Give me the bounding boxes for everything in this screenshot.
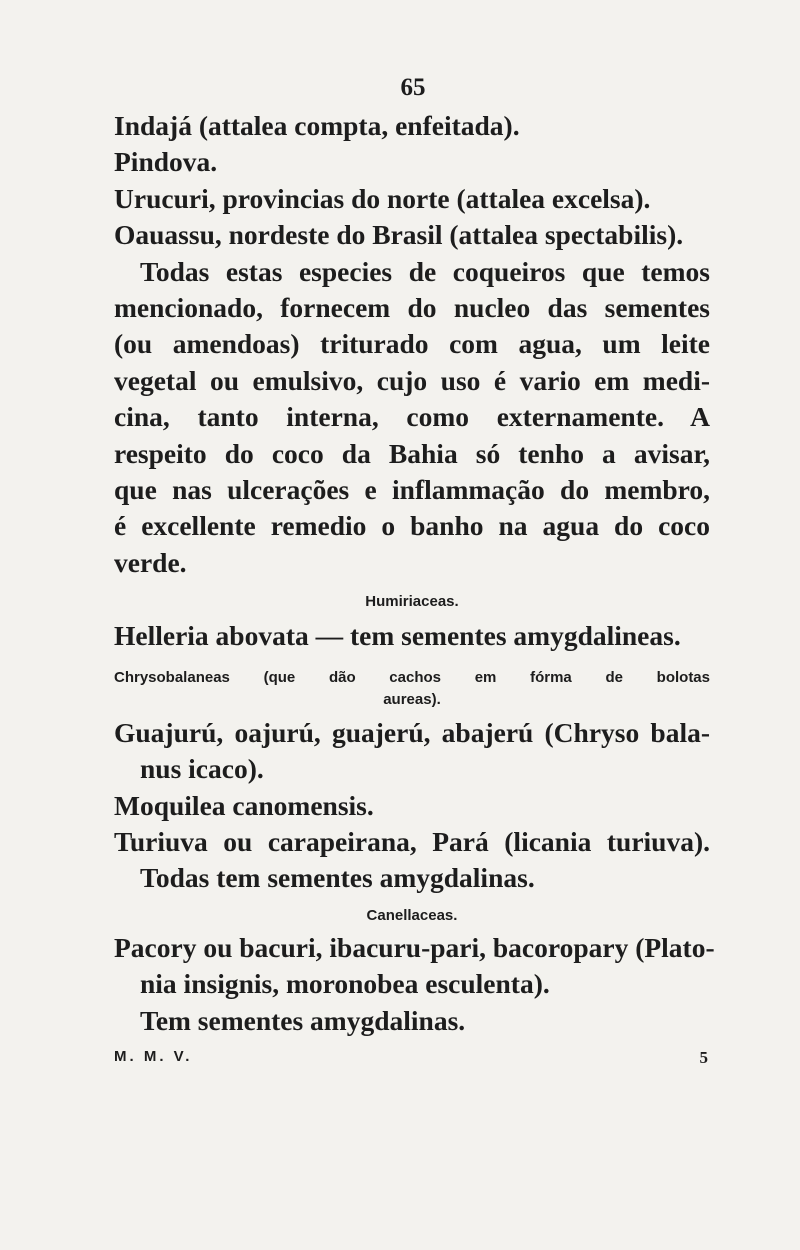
- section-heading-canellaceas: Canellaceas.: [366, 906, 458, 924]
- text-line: verde.: [114, 546, 187, 578]
- species-list-palms: [114, 108, 710, 254]
- page-number: 65: [400, 74, 426, 101]
- heading-line: aureas).: [383, 690, 441, 708]
- text-line: Pindova.: [114, 146, 218, 178]
- text-line: Todas estas especies de coqueiros que temos: [140, 255, 710, 287]
- page-footer: [114, 1048, 710, 1068]
- paragraph-coqueiros: [114, 254, 710, 582]
- species-list-canellaceas: [114, 930, 715, 1039]
- text-line: Urucuri, provincias do norte (attalea excelsa).: [114, 182, 651, 214]
- text-line: (ou amendoas) triturado com agua, um leite: [114, 328, 710, 360]
- text-line: Guajurú, oajurú, guajerú, abajerú (Chryso bala-: [114, 716, 710, 748]
- text-line: nia insignis, moronobea esculenta).: [140, 968, 550, 1000]
- text-line: Oauassu, nordeste do Brasil (attalea spectabilis).: [114, 219, 684, 251]
- text-line: Todas tem sementes amygdalinas.: [140, 862, 535, 894]
- printer-signature: M. M. V.: [114, 1048, 193, 1065]
- text-line: mencionado, fornecem do nucleo das sementes: [114, 292, 710, 324]
- text-line: é excellente remedio o banho na agua do coco: [114, 510, 710, 542]
- species-list-chrysobalaneas: [114, 715, 710, 897]
- text-line-helleria: Helleria abovata — tem sementes amygdalineas.: [114, 620, 681, 652]
- text-line: Tem sementes amygdalinas.: [140, 1004, 466, 1036]
- text-line: Indajá (attalea compta, enfeitada).: [114, 110, 520, 141]
- text-line: Moquilea canomensis.: [114, 789, 374, 821]
- body-text: [114, 108, 715, 1039]
- sheet-number: 5: [699, 1048, 708, 1067]
- section-heading-humiriaceas: Humiriaceas.: [365, 593, 459, 611]
- text-line: cina, tanto interna, como externamente. A: [114, 401, 710, 433]
- heading-line: Chrysobalaneas (que dão cachos em fórma de bolotas: [114, 668, 710, 686]
- section-heading-chrysobalaneas: [114, 667, 710, 711]
- text-line: nus icaco).: [140, 753, 264, 785]
- text-line: respeito do coco da Bahia só tenho a avisar,: [114, 437, 710, 469]
- text-line: que nas ulcerações e inflammação do membro,: [114, 474, 710, 506]
- text-line: Turiuva ou carapeirana, Pará (licania turiuva).: [114, 825, 710, 857]
- text-line: Pacory ou bacuri, ibacuru-pari, bacoropary (Plato-: [114, 931, 715, 963]
- text-line: vegetal ou emulsivo, cujo uso é vario em medi-: [114, 364, 710, 396]
